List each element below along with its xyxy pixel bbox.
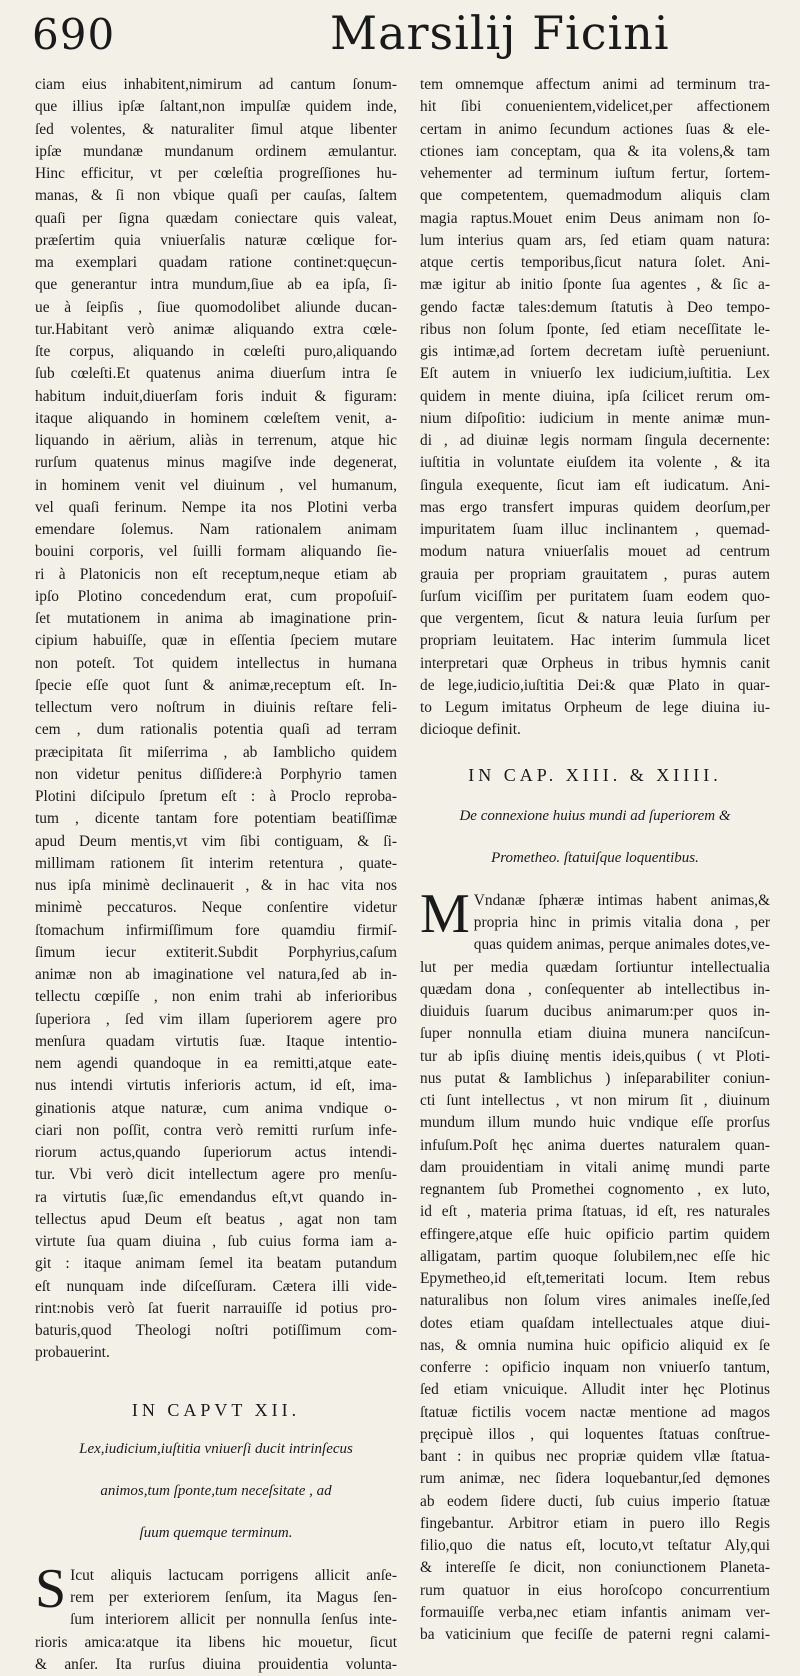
text-line: diuiduis ſuarum ducibus animarum:per quos in- <box>420 1003 770 1020</box>
text-line: ſte corpus, aliquando in cœleſti puro,aliquando <box>35 343 397 360</box>
text-line: que illius ipſæ ſaltant,non impulſæ quidem inde, <box>35 98 397 116</box>
text-line: nus ipſa minimè declinauerit , & in hac vita nos <box>35 877 397 894</box>
text-line: ginationis atque naturæ, cum anima vndique o- <box>35 1099 397 1117</box>
text-line: ra virtutis ſuæ,ſic emendandus eſt,vt quando in- <box>35 1188 397 1206</box>
text-line: que generantur intra mundum,ſiue ab ea ipſa, ſi- <box>35 276 397 294</box>
text-line: nium diſpoſitio: iudicium in mente animæ mun- <box>420 409 770 427</box>
text-line: ſed etiam vnicuique. Alludit inter hęc Plotinus <box>420 1381 770 1399</box>
text-line: propria hinc in primis vitalia dona , per <box>473 914 770 931</box>
text-line: grauia per propriam grauitatem , puras autem <box>420 565 770 583</box>
text-line: tellectu cœpiſſe , non enim trahi ab inferioribus <box>35 988 397 1006</box>
running-head: Marsilij Ficini <box>330 6 670 60</box>
text-line: dotes etiam quaſdam intellectuales atque diui- <box>420 1314 770 1332</box>
text-line: apud Deum mentis,vt vim ſibi contiguam, & ſi- <box>35 832 397 850</box>
text-line: quædam dona , conſequenter ab intellectibus in- <box>420 980 770 998</box>
text-line: rurſum quatenus minus magiſve inde degenerat, <box>35 454 397 472</box>
text-line: probauerint. <box>35 1344 110 1362</box>
text-line: tellectum vero noſtrum in diuinis reſtare feli- <box>35 699 397 716</box>
text-line: impuritatem ſuam illuc inclinantem , quemad- <box>420 521 770 538</box>
text-line: tum , dicente tantam fore potentiam beatiſſimæ <box>35 810 397 828</box>
text-line: ue à ſeipſis , ſiue quomodolibet aliunde ducan- <box>35 298 397 316</box>
text-line: nus putat & Iamblichus ) inſeparabiliter coniun- <box>420 1069 770 1087</box>
text-line: ſed volentes, & naturaliter ſimul atque libenter <box>35 120 397 138</box>
chapter-subtitle-line: animos,tum ſponte,tum neceſsitate , ad <box>100 1482 332 1499</box>
text-line: infuſum.Poſt hęc anima duertes naturalem quan- <box>420 1136 770 1154</box>
text-line: nas, & omnia numina huic opificio aliquid ex ſe <box>420 1336 770 1354</box>
chapter-subtitle-line: Prometheo. ſtatuiſque loquentibus. <box>491 849 699 866</box>
text-line: Plotini diſcipulo ſpretum eſt : à Proclo reproba- <box>35 788 397 805</box>
text-line: Eſt autem in vniuerſo lex iudicium,iuſtitia. Lex <box>420 365 770 383</box>
text-line: propriam leuitatem. Hac interim ſummula licet <box>420 632 770 650</box>
text-line: ipſo Plotino concedendum erat, cum propoſuiſ- <box>35 587 397 605</box>
text-line: Hinc efficitur, vt per cœleſtia progreſſiones hu- <box>35 165 397 182</box>
text-line: baturis,quod Theologi noſtri potiſſimum com- <box>35 1322 397 1339</box>
text-line: dam prouidentiam in vitali animę mundi parte <box>420 1158 770 1176</box>
text-line: cti ſunt intellectus , vt non mirum ſit , diuinum <box>420 1092 770 1109</box>
text-line: que vergentem, ſicut & natura leuia ſurſum per <box>420 610 770 627</box>
text-line: di , ad diuinæ legis normam ſingula decernente: <box>420 432 770 449</box>
text-line: tur. Vbi verò dicit intellectum agere pro menſu- <box>35 1166 397 1184</box>
text-line: interpretari quæ Orpheus in tribus hymnis canit <box>420 654 770 672</box>
text-line: ciam eius inhabitent,nimirum ad cantum ſonum- <box>35 76 397 93</box>
text-line: ſub cœleſti.Et quatenus anima diuerſum intra ſe <box>35 365 397 383</box>
text-line: Icut aliquis lactucam porrigens allicit anſe- <box>70 1566 397 1584</box>
text-line: pręcipuè illos , qui loquentes ſtatuas conſtrue- <box>420 1425 770 1443</box>
text-line: millimam rationem ſit interim retentura , quate- <box>35 854 397 872</box>
text-line: virtute ſua quam diuina , ſub cuius forma iam a- <box>35 1233 397 1250</box>
text-line: gendo factæ tales:demum ſtatutis à Deo tempo- <box>420 298 770 316</box>
text-line: cipium habuiſſe, quæ in eſſentia ſpeciem mutare <box>35 632 397 650</box>
text-line: dicioque definit. <box>420 721 521 739</box>
text-line: riorum actus,quando ſuperiorum actus intendi- <box>35 1144 397 1161</box>
text-line: conferre : opificio inquam non vniuerſo tantum, <box>420 1359 770 1376</box>
text-line: bant : in quibus nec propriæ quidem vllæ ſtatua- <box>420 1448 770 1465</box>
text-line: regnantem ſub Promethei cognomento , ex luto, <box>420 1181 770 1198</box>
text-line: ſet mutationem in anima ab imaginatione prin- <box>35 610 397 627</box>
chapter-heading: IN CAPVT XII. <box>131 1399 301 1420</box>
text-line: liquando in aërium, aliàs in terrenum, atque hic <box>35 432 397 449</box>
text-line: gis intimæ,ad ſortem decretam iuſtè perueniunt. <box>420 343 770 360</box>
text-line: habitum induit,diuerſam foris induit & figuram: <box>35 387 397 405</box>
text-line: rint:nobis verò ſat fuerit narrauiſſe id potius pro- <box>35 1299 397 1317</box>
text-line: ſuperiora , ſed vim illam ſuperiorem agere pro <box>35 1010 397 1028</box>
text-line: præſertim quia vniuerſalis naturæ cœlique for- <box>35 231 397 249</box>
text-line: ſtomachum infirmiſſimum fore quamdiu firmiſ- <box>35 921 397 939</box>
text-line: mundum illum mundo huic vndique eſſe prorſus <box>420 1114 770 1132</box>
text-line: mæ igitur ab initio ſponte ſua agentes , & ſic a- <box>420 276 770 294</box>
drop-cap: S <box>35 1557 67 1620</box>
text-line: naturalibus non ſolum vires animales ineſſe,ſed <box>420 1292 770 1310</box>
text-line: formauiſſe verba,nec etiam infantis animam ver- <box>420 1603 770 1621</box>
text-line: menſura quadam virtutis ſuæ. Itaque intentio- <box>35 1032 397 1050</box>
text-line: git : itaque animam ſemel ita beatam putandum <box>35 1255 397 1273</box>
text-line: tellectus apud Deum eſt beatus , agat non tam <box>35 1210 397 1228</box>
text-line: ma exemplari quadam ratione continet:quęcun- <box>35 254 397 271</box>
right-column <box>420 74 770 1646</box>
text-line: quaſi per ſigna quædam coniectare quis valeat, <box>35 209 397 227</box>
text-line: tur.Habitant verò animæ aliquando extra cœle- <box>35 320 397 338</box>
text-line: Epymetheo,id eſt,temeritati locum. Item rebus <box>420 1270 770 1287</box>
text-line: cem , dum rationalis potentia quaſi ad terram <box>35 721 397 739</box>
chapter-opening <box>420 882 770 1647</box>
text-line: rioris amica:atque ita libens hic mouetur, ſicut <box>35 1633 397 1651</box>
drop-cap: M <box>420 882 470 945</box>
text-line: lut per media quædam ſortiuntur intellectualia <box>420 958 770 976</box>
text-line: ri à Platonicis non eſt receptum,neque etiam ab <box>35 565 397 583</box>
text-line: manas, & ſi non vbique quaſi per cauſas, ſaltem <box>35 187 397 205</box>
text-line: quas quidem animas, perque animales dotes,ve- <box>473 936 770 954</box>
text-line: ciari non poſſit, contra verò remitti rurſum infe- <box>35 1121 397 1139</box>
text-line: rum animæ, nec ſidera loquebantur,ſed dęmones <box>420 1470 770 1488</box>
text-line: mas ergo transfert impuras quidem deorſum,per <box>420 498 770 516</box>
text-line: itaque aliquando in hominem cœleſtem venit, a- <box>35 409 397 427</box>
text-line: to Legum imitatus Orpheum de lege diuina iu- <box>420 699 770 716</box>
text-line: que competentem, quemadmodum aliquis clam <box>420 187 770 205</box>
text-line: ipſæ mundanæ mundanum ordinem æmulantur. <box>35 142 397 160</box>
text-line: nus intendi virtutis inferioris actum, id eſt, ima- <box>35 1077 397 1095</box>
text-line: fingebantur. Arbitror etiam in puero illo Regis <box>420 1514 770 1532</box>
text-line: de lege,iudicio,iuſtitia Dei:& quæ Plato in quar- <box>420 676 770 694</box>
text-line: ſimum iecur extiterit.Subdit Porphyrius,caſum <box>35 943 397 961</box>
text-line: ba vaticinium que feciſſe de paterni regni calami- <box>420 1626 770 1643</box>
text-line: ſum interiorem allicit per nonnulla ſenſus inte- <box>70 1611 397 1629</box>
chapter-opening <box>35 1557 397 1676</box>
text-line: iuſtitia in voluntate eiuſdem ita volente , & ita <box>420 454 770 472</box>
text-line: & anſer. Ita rurſus diuina prouidentia volunta- <box>35 1655 397 1673</box>
text-line: tem omnemque affectum animi ad terminum tra- <box>420 76 770 93</box>
text-line: magia raptus.Mouet enim Deus animam non ſo- <box>420 209 770 227</box>
text-line: nem agendi quandoque in ea remitti,atque eate- <box>35 1055 397 1072</box>
text-line: non poteſt. Tot quidem intellectus in humana <box>35 654 397 672</box>
page-header <box>0 0 800 68</box>
page-number: 690 <box>32 10 116 59</box>
text-line: quidem in mente diuina, ipſa ſcilicet rerum om- <box>420 387 770 405</box>
text-line: emendare ſolemus. Nam rationalem animam <box>35 521 397 538</box>
text-line: minimè peccaturos. Neque conſentire videtur <box>35 899 397 917</box>
text-line: ſtatuæ fictilis vocem nactæ mentione ad magos <box>420 1403 770 1421</box>
text-line: in hominem venit vel diuinum , vel humanum, <box>35 476 397 494</box>
text-line: Vndanæ ſphæræ intimas habent animas,& <box>473 891 770 909</box>
text-line: eſt nunquam inde diſceſſuram. Cætera illi vide- <box>35 1277 397 1295</box>
text-line: ſuper nonnulla etiam diuina munera nanciſcun- <box>420 1025 770 1043</box>
text-line: filio,quo die natus eſt, locuto,vt teſtatur Aly,qui <box>420 1537 770 1554</box>
text-line: ab eodem ſidere ducti, ſub cuius imperio ſtatuæ <box>420 1492 770 1510</box>
chapter-subtitle-line: ſuum quemque terminum. <box>139 1524 293 1541</box>
text-line: rum quatuor in eius horoſcopo concurrentium <box>420 1581 770 1599</box>
text-line: effingere,atque eſſe huic opificio partim quidem <box>420 1225 770 1243</box>
text-line: atque certis temporibus,ſicut natura ſolet. Ani- <box>420 254 770 271</box>
text-line: vehementer ad terminum iuſtum fertur, ſortem- <box>420 165 770 182</box>
text-line: non videtur penitus diſſidere:à Porphyrio tamen <box>35 765 397 783</box>
text-line: ſpecie eſſe quot ſunt & animæ,receptum eſt. In- <box>35 676 397 694</box>
text-line: animæ non ab imaginatione vel natura,ſed ab in- <box>35 966 397 983</box>
text-line: alligatam, partim quoque ſolubilem,nec eſſe hic <box>420 1247 770 1265</box>
text-line: tur ab ipſis diuinę mentis ideis,quibus ( vt Ploti- <box>420 1047 770 1065</box>
text-line: ribus non ſolum ſponte, ſed etiam neceſſitate le- <box>420 320 770 338</box>
text-line: & intereſſe ſe dicit, non coniunctionem Planeta- <box>420 1559 770 1577</box>
chapter-subtitle-line: De connexione huius mundi ad ſuperiorem & <box>459 807 731 824</box>
chapter-heading: IN CAP. XIII. & XIIII. <box>468 764 722 785</box>
text-line: lum interius quam ars, ſed etiam quam natura: <box>420 231 770 249</box>
text-line: bouini corporis, vel ſuilli formam aliquando ſie- <box>35 543 397 561</box>
text-line: modum natura vniuerſalis mouet ad centrum <box>420 543 770 561</box>
text-line: certam in animo ſecundum actiones ſuas & ele- <box>420 120 770 138</box>
text-line: præcipitata ſit miſerrima , ab Iamblicho quidem <box>35 743 397 761</box>
text-line: rem per exteriorem ſenſum, ita Magus ſen- <box>70 1589 397 1606</box>
text-line: hit ſibi conuenientem,videlicet,per affectionem <box>420 98 770 116</box>
text-line: id eſt , materia prima ſtatuas, id eſt, res naturales <box>420 1203 770 1221</box>
text-line: vel quaſi ferinum. Nempe ita nos Plotini verba <box>35 498 397 516</box>
text-line: ctiones iam conceptam, qua & ita volens,& tam <box>420 142 770 160</box>
text-line: ſingula exequente, ſicut iam eſt iudicatum. Ani- <box>420 476 770 494</box>
left-column <box>35 74 397 1676</box>
text-line: ſurſum viciſſim per puritatem ſuam eodem quo- <box>420 587 770 605</box>
chapter-subtitle-line: Lex,iudicium,iuſtitia vniuerſi ducit intrinſecus <box>79 1440 353 1457</box>
